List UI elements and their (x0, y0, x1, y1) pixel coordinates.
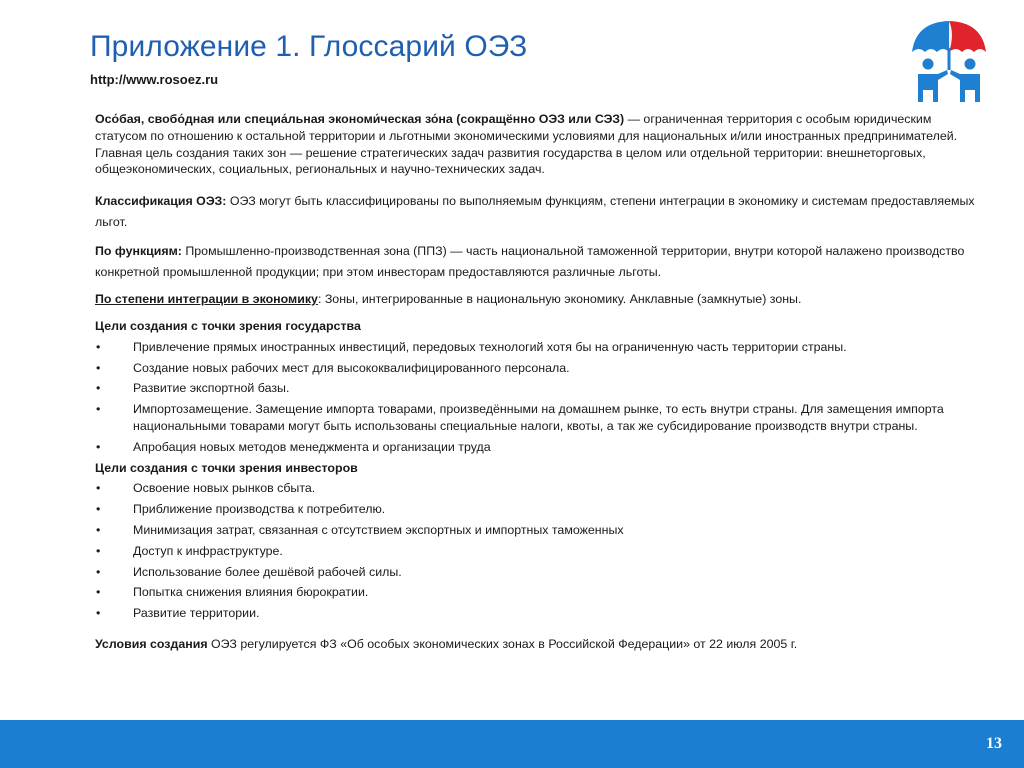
list-item: • Использование более дешёвой рабочей силы. (95, 564, 985, 581)
list-item: • Доступ к инфраструктуре. (95, 543, 985, 560)
conditions-text: ОЭЗ регулируется ФЗ «Об особых экономических зонах в Российской Федерации» от 22 июля 2005 г. (207, 636, 798, 651)
definition-term: Осо́бая, свобо́дная или специа́льная экономи́ческая зо́на (сокращённо ОЭЗ или СЭЗ) (95, 112, 625, 126)
by-integration-label: По степени интеграции в экономику (95, 292, 318, 307)
by-function-label: По функциям: (95, 244, 182, 259)
list-item: • Освоение новых рынков сбыта. (95, 480, 985, 497)
list-item: • Развитие территории. (95, 605, 985, 622)
umbrella-family-icon (910, 18, 988, 104)
list-item: • Импортозамещение. Замещение импорта товарами, произведёнными на домашнем рынке, то есть внутри страны. Для замещения импорта национальными товарами могут быть использованы специальные налоги, квоты, а так же субсидирование производств внутри страны. (95, 401, 985, 435)
list-item: • Создание новых рабочих мест для высококвалифицированного персонала. (95, 360, 985, 377)
classification-label: Классификация ОЭЗ: (95, 194, 227, 209)
definition-paragraph (95, 111, 985, 178)
state-goals-heading: Цели создания с точки зрения государства (95, 318, 361, 333)
investor-goals-list (95, 480, 985, 622)
list-item: • Развитие экспортной базы. (95, 380, 985, 397)
by-integration-text: : Зоны, интегрированные в национальную экономику. Анклавные (замкнутые) зоны. (317, 292, 802, 307)
glossary-content (95, 111, 985, 653)
list-item: • Попытка снижения влияния бюрократии. (95, 584, 985, 601)
list-item: • Приближение производства к потребителю. (95, 501, 985, 518)
list-item: • Апробация новых методов менеджмента и организации труда (95, 439, 985, 456)
state-goals-list (95, 339, 985, 456)
by-integration-paragraph (95, 291, 985, 308)
conditions-paragraph (95, 636, 985, 653)
slide-title: Приложение 1. Глоссарий ОЭЗ (90, 30, 528, 63)
list-item: • Привлечение прямых иностранных инвестиций, передовых технологий хотя бы на ограниченную часть территории страны. (95, 339, 985, 356)
page-number: 13 (986, 735, 1002, 752)
classification-text: ОЭЗ могут быть классифицированы по выполняемым функциям, степени интеграции в экономику и системам предоставляемых льгот. (95, 194, 975, 230)
by-function-text: Промышленно-производственная зона (ППЗ) — часть национальной таможенной территории, внутри которой налажено производство конкретной промышленной продукции; при этом инвесторам предоставляются различные льготы. (95, 244, 965, 280)
list-item: • Минимизация затрат, связанная с отсутствием экспортных и импортных таможенных (95, 522, 985, 539)
classification-paragraph (95, 191, 985, 233)
source-url[interactable]: http://www.rosoez.ru (90, 72, 219, 87)
by-function-paragraph (95, 241, 985, 283)
investor-goals-heading: Цели создания с точки зрения инвесторов (95, 460, 358, 475)
conditions-label: Условия создания (95, 636, 208, 651)
definition-text: — ограниченная территория с особым юридическим статусом по отношению к остальной территории и льготными экономическими условиями для национальных и/или иностранных предпринимателей. Главная цель создания таких зон — решение стратегических задач развития государства в целом или отдельной территории: внешнеторговых, общеэкономических, социальных, региональных и научно-технических задач. (95, 112, 958, 177)
footer-bar (0, 720, 1024, 768)
